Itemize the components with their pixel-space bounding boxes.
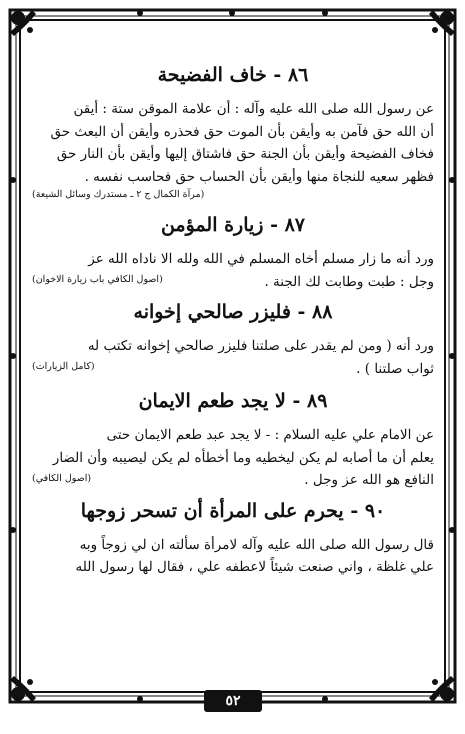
body-line: أن الله حق فآمن به وأيقن بأن الموت حق فحذره وأيقن أن البعث حق <box>50 123 434 140</box>
body-line: وجل : طبت وطابت لك الجنة . <box>264 273 434 290</box>
body-line: النافع هو الله عز وجل . <box>304 472 434 488</box>
section-90 <box>32 498 434 579</box>
body-line: عن رسول الله صلى الله عليه وآله : أن علامة الموقن ستة : أيقن <box>73 101 434 117</box>
section-88 <box>32 299 434 377</box>
section-heading: ٨٩ - لا يجد طعم الايمان <box>138 390 328 412</box>
section-source: (كامل الزيارات) <box>32 361 95 372</box>
section-86 <box>32 62 434 202</box>
section-source: (اصول الكافي) <box>32 472 92 484</box>
page-number: ٥٢ <box>204 690 262 712</box>
section-87 <box>32 212 434 290</box>
body-line: فظهر سعيه للنجاة منها وأيقن بأن الحساب حق فحاسب نفسه . <box>84 168 434 185</box>
page-content <box>32 62 434 579</box>
body-line: ورد أنه ( ومن لم يقدر على صلتنا فليزر صالحي إخوانه تكتب له <box>87 338 434 354</box>
corner-ornament-top-left <box>10 10 36 36</box>
body-line: ثواب صلتنا ) . <box>356 360 434 377</box>
corner-ornament-bottom-right <box>429 676 455 702</box>
section-89 <box>32 388 434 486</box>
body-line: ورد أنه ما زار مسلم أخاه المسلم في الله ولله الا ناداه الله عز <box>88 251 434 267</box>
corner-ornament-bottom-left <box>10 676 36 702</box>
section-source: (مرآة الكمال ج ٢ ـ مستدرك وسائل الشيعة) <box>32 189 205 200</box>
body-line: قال رسول الله صلى الله عليه وآله لامرأة سألته ان لي زوجاً وبه <box>79 536 434 553</box>
section-heading: ٨٨ - فليزر صالحي إخوانه <box>133 301 333 323</box>
body-line: علي غلظة ، واني صنعت شيئاً لاعطفه علي ، فقال لها رسول الله <box>75 559 434 575</box>
section-heading: ٨٧ - زيارة المؤمن <box>160 214 306 236</box>
section-heading: ٩٠ - يحرم على المرأة أن تسحر زوجها <box>80 499 386 522</box>
section-body <box>32 98 434 188</box>
corner-ornament-top-right <box>429 10 455 36</box>
body-line: يعلم أن ما أصابه لم يكن ليخطيه وما أخطأه لم يكن ليصيبه وأن الضار <box>52 449 434 466</box>
section-heading: ٨٦ - خاف الفضيحة <box>157 64 309 86</box>
body-line: عن الامام علي عليه السلام : - لا يجد عبد طعم الايمان حتى <box>106 427 434 443</box>
section-body <box>32 534 434 579</box>
body-line: فخاف الفضيحة وأيقن بأن الجنة حق فاشتاق إليها وأيقن بأن النار حق <box>56 146 434 162</box>
section-source: (اصول الكافي باب زيارة الاخوان) <box>32 274 163 285</box>
